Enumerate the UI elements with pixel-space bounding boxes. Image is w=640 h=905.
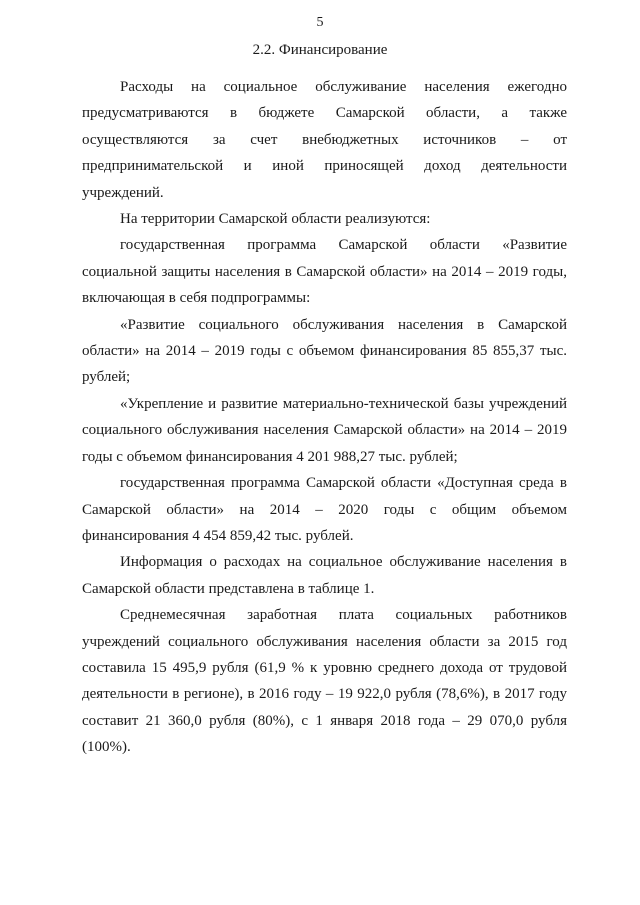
paragraph-subprogram-social-services: «Развитие социального обслуживания населения в Самарской области» на 2014 – 2019 годы с объемом финансирования 85 855,37 тыс. рублей;	[82, 316, 567, 386]
section-heading: 2.2. Финансирование	[252, 42, 388, 58]
document-body	[82, 74, 567, 761]
paragraph-table-reference: Информация о расходах на социальное обслуживание населения в Самарской области представлена в таблице 1.	[82, 554, 567, 597]
paragraph-program-accessible-environment: государственная программа Самарской области «Доступная среда в Самарской области» на 2014 – 2020 годы с общим объемом финансирования 4 454 859,42 тыс. рублей.	[82, 475, 567, 544]
paragraph-program-social-protection: государственная программа Самарской области «Развитие социальной защиты населения в Самарской области» на 2014 – 2019 годы, включающая в себя подпрограммы:	[82, 237, 567, 307]
page-number: 5	[316, 15, 324, 30]
paragraph-average-salary: Среднемесячная заработная плата социальных работников учреждений социального обслуживания населения области за 2015 год составила 15 495,9 рубля (61,9 % к уровню среднего дохода от трудовой деятельности в регионе), в 2016 году – 19 922,0 рубля (78,6%), в 2017 году составит 21 360,0 рубля (80%), с 1 января 2018 года – 29 070,0 рубля (100%).	[82, 607, 567, 756]
paragraph-subprogram-material-base: «Укрепление и развитие материально-технической базы учреждений социального обслуживания населения Самарской области» на 2014 – 2019 годы с объемом финансирования 4 201 988,27 тыс. рублей;	[82, 395, 567, 465]
paragraph-expenses-funding: Расходы на социальное обслуживание населения ежегодно предусматриваются в бюджете Самарской области, а также осуществляются за счет внебюджетных источников – от предпринимательской и иной приносящей доход деятельности учреждений.	[82, 79, 567, 201]
paragraph-programs-intro: На территории Самарской области реализуются:	[120, 211, 431, 228]
